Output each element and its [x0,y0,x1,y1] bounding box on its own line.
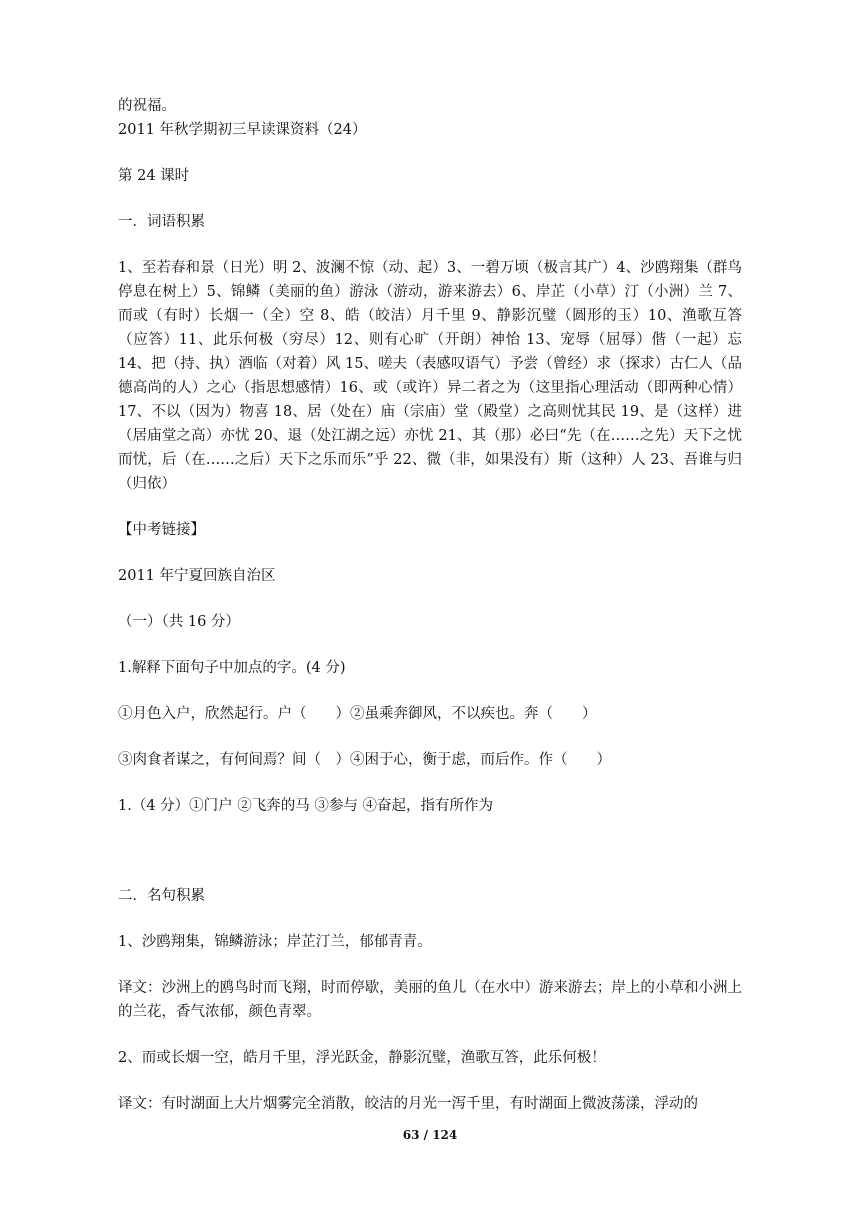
zhongkao-link-heading: 【中考链接】 [118,522,205,538]
document-page [118,94,742,1116]
section2-heading: 二．名句积累 [118,888,205,904]
lesson-label: 第 24 课时 [118,168,190,184]
question1-line2: ③肉食者谋之，有何间焉？间（ ）④困于心，衡于虑，而后作。作（ ） [118,752,611,768]
section1-heading: 一．词语积累 [118,214,205,230]
answer1: 1.（4 分）①门户 ②飞奔的马 ③参与 ④奋起，指有所作为 [118,798,493,814]
exam-region: 2011 年宁夏回族自治区 [118,568,276,584]
question1-line1: ①月色入户，欣然起行。户（ ）②虽乘奔御风，不以疾也。奔（ ） [118,706,597,722]
document-title: 2011 年秋学期初三早读课资料（24） [118,122,367,138]
page-number: 63 / 124 [402,1128,458,1142]
quote2: 2、而或长烟一空，皓月千里，浮光跃金，静影沉璧，渔歌互答，此乐何极！ [118,1050,606,1066]
blessing-tail-text: 的祝福。 [118,98,176,114]
question1: 1.解释下面句子中加点的字。(4 分) [118,660,346,676]
translation1: 译文：沙洲上的鸥鸟时而飞翔，时而停歇，美丽的鱼儿（在水中）游来游去；岸上的小草和小洲上的兰花，香气浓郁，颜色青翠。 [118,980,742,1020]
translation2: 译文：有时湖面上大片烟雾完全消散，皎洁的月光一泻千里，有时湖面上微波荡漾，浮动的 [118,1096,698,1112]
vocab-paragraph: 1、至若春和景（日光）明 2、波澜不惊（动、起）3、一碧万顷（极言其广）4、沙鸥翔集（群鸟停息在树上）5、锦鳞（美丽的鱼）游泳（游动，游来游去）6、岸芷（小草）汀（小洲）兰 7、而或（有时）长烟一（全）空 8、皓（皎洁）月千里 9、静影沉璧（圆形的玉）10、渔歌互答（应答）11、此乐何极（穷尽）12、则有心旷（开朗）神怡 13、宠辱（屈辱）偕（一起）忘 14、把（持、执）酒临（对着）风 15、嗟夫（表感叹语气）予尝（曾经）求（探求）古仁人（品德高尚的人）之心（指思想感情）16、或（或许）异二者之为（这里指心理活动（即两种心情）17、不以（因为）物喜 18、居（处在）庙（宗庙）堂（殿堂）之高则忧其民 19、是（这样）进（居庙堂之高）亦忧 20、退（处江湖之远）亦忧 21、其（那）必曰“先（在……之先）天下之忧而忧，后（在……之后）天下之乐而乐”乎 22、微（非，如果没有）斯（这种）人 23、吾谁与归（归依） [118,260,742,492]
part1-label: （一）（共 16 分） [118,614,240,630]
quote1: 1、沙鸥翔集，锦鳞游泳；岸芷汀兰，郁郁青青。 [118,934,432,950]
